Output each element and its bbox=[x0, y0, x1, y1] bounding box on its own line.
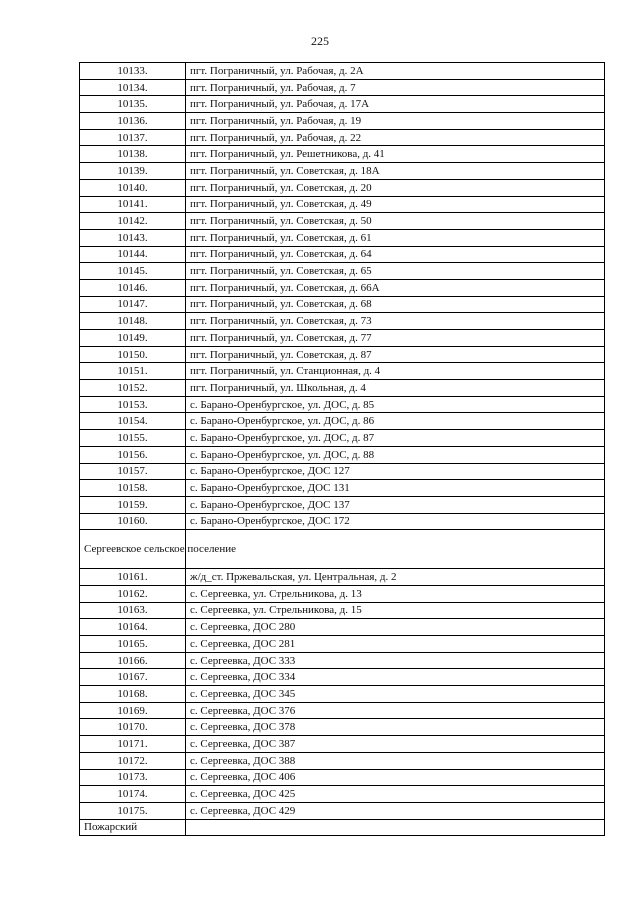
table-row bbox=[80, 146, 605, 163]
table-row bbox=[80, 652, 605, 669]
row-number: 10141. bbox=[80, 196, 186, 213]
table-row bbox=[80, 330, 605, 347]
section-title: Пожарский bbox=[80, 819, 186, 835]
row-address: пгт. Пограничный, ул. Рабочая, д. 17А bbox=[186, 96, 605, 113]
table-row bbox=[80, 396, 605, 413]
table-row bbox=[80, 163, 605, 180]
table-row bbox=[80, 702, 605, 719]
row-address: пгт. Пограничный, ул. Советская, д. 66А bbox=[186, 279, 605, 296]
row-address: с. Барано-Оренбургское, ул. ДОС, д. 87 bbox=[186, 430, 605, 447]
row-address: с. Сергеевка, ДОС 333 bbox=[186, 652, 605, 669]
row-number: 10135. bbox=[80, 96, 186, 113]
row-number: 10146. bbox=[80, 279, 186, 296]
table-row bbox=[80, 430, 605, 447]
table-row bbox=[80, 346, 605, 363]
row-address: с. Сергеевка, ДОС 345 bbox=[186, 686, 605, 703]
row-address: пгт. Пограничный, ул. Советская, д. 77 bbox=[186, 330, 605, 347]
table-row bbox=[80, 296, 605, 313]
row-number: 10165. bbox=[80, 636, 186, 653]
table-row bbox=[80, 213, 605, 230]
row-number: 10164. bbox=[80, 619, 186, 636]
row-number: 10139. bbox=[80, 163, 186, 180]
table-row bbox=[80, 602, 605, 619]
row-address: с. Сергеевка, ДОС 376 bbox=[186, 702, 605, 719]
row-number: 10153. bbox=[80, 396, 186, 413]
table-row bbox=[80, 413, 605, 430]
section-title: Сергеевское сельское поселение bbox=[80, 530, 186, 569]
row-number: 10147. bbox=[80, 296, 186, 313]
row-address: с. Барано-Оренбургское, ул. ДОС, д. 88 bbox=[186, 446, 605, 463]
row-number: 10167. bbox=[80, 669, 186, 686]
table-row bbox=[80, 569, 605, 586]
table-row bbox=[80, 63, 605, 80]
row-number: 10171. bbox=[80, 736, 186, 753]
row-address: с. Барано-Оренбургское, ДОС 131 bbox=[186, 480, 605, 497]
row-address: с. Барано-Оренбургское, ул. ДОС, д. 86 bbox=[186, 413, 605, 430]
table-row bbox=[80, 802, 605, 819]
row-number: 10158. bbox=[80, 480, 186, 497]
table-row bbox=[80, 669, 605, 686]
row-address: пгт. Пограничный, ул. Советская, д. 49 bbox=[186, 196, 605, 213]
row-address: пгт. Пограничный, ул. Рабочая, д. 22 bbox=[186, 129, 605, 146]
row-number: 10151. bbox=[80, 363, 186, 380]
table-row bbox=[80, 513, 605, 530]
row-number: 10152. bbox=[80, 380, 186, 397]
row-address: с. Сергеевка, ДОС 406 bbox=[186, 769, 605, 786]
section-empty-cell bbox=[186, 819, 605, 835]
row-number: 10134. bbox=[80, 79, 186, 96]
table-row bbox=[80, 229, 605, 246]
registry-body bbox=[80, 63, 605, 836]
row-address: с. Сергеевка, ДОС 388 bbox=[186, 752, 605, 769]
row-number: 10154. bbox=[80, 413, 186, 430]
row-address: с. Сергеевка, ул. Стрельникова, д. 15 bbox=[186, 602, 605, 619]
row-address: пгт. Пограничный, ул. Советская, д. 68 bbox=[186, 296, 605, 313]
row-number: 10142. bbox=[80, 213, 186, 230]
row-address: пгт. Пограничный, ул. Советская, д. 50 bbox=[186, 213, 605, 230]
row-address: с. Барано-Оренбургское, ДОС 137 bbox=[186, 496, 605, 513]
row-number: 10168. bbox=[80, 686, 186, 703]
row-number: 10160. bbox=[80, 513, 186, 530]
row-number: 10172. bbox=[80, 752, 186, 769]
row-address: пгт. Пограничный, ул. Советская, д. 73 bbox=[186, 313, 605, 330]
row-number: 10155. bbox=[80, 430, 186, 447]
table-row bbox=[80, 686, 605, 703]
table-row bbox=[80, 480, 605, 497]
row-number: 10166. bbox=[80, 652, 186, 669]
table-row bbox=[80, 363, 605, 380]
row-address: ж/д_ст. Пржевальская, ул. Центральная, д. 2 bbox=[186, 569, 605, 586]
row-number: 10148. bbox=[80, 313, 186, 330]
row-address: пгт. Пограничный, ул. Станционная, д. 4 bbox=[186, 363, 605, 380]
table-row bbox=[80, 96, 605, 113]
row-number: 10144. bbox=[80, 246, 186, 263]
row-number: 10156. bbox=[80, 446, 186, 463]
row-address: пгт. Пограничный, ул. Рабочая, д. 19 bbox=[186, 113, 605, 130]
table-row bbox=[80, 129, 605, 146]
row-number: 10159. bbox=[80, 496, 186, 513]
row-address: пгт. Пограничный, ул. Советская, д. 18А bbox=[186, 163, 605, 180]
row-number: 10173. bbox=[80, 769, 186, 786]
table-row bbox=[80, 113, 605, 130]
row-number: 10143. bbox=[80, 229, 186, 246]
table-row bbox=[80, 769, 605, 786]
table-row bbox=[80, 446, 605, 463]
row-address: с. Сергеевка, ДОС 429 bbox=[186, 802, 605, 819]
row-address: пгт. Пограничный, ул. Рабочая, д. 2А bbox=[186, 63, 605, 80]
row-address: с. Сергеевка, ДОС 280 bbox=[186, 619, 605, 636]
table-row bbox=[80, 313, 605, 330]
row-number: 10140. bbox=[80, 179, 186, 196]
table-row bbox=[80, 263, 605, 280]
row-address: с. Барано-Оренбургское, ул. ДОС, д. 85 bbox=[186, 396, 605, 413]
table-row bbox=[80, 585, 605, 602]
row-address: пгт. Пограничный, ул. Советская, д. 61 bbox=[186, 229, 605, 246]
row-address: пгт. Пограничный, ул. Советская, д. 87 bbox=[186, 346, 605, 363]
row-number: 10175. bbox=[80, 802, 186, 819]
row-address: пгт. Пограничный, ул. Советская, д. 65 bbox=[186, 263, 605, 280]
row-number: 10145. bbox=[80, 263, 186, 280]
row-address: с. Сергеевка, ДОС 425 bbox=[186, 786, 605, 803]
row-number: 10162. bbox=[80, 585, 186, 602]
row-address: с. Сергеевка, ДОС 281 bbox=[186, 636, 605, 653]
table-row bbox=[80, 463, 605, 480]
section-header-row bbox=[80, 819, 605, 835]
row-address: с. Барано-Оренбургское, ДОС 127 bbox=[186, 463, 605, 480]
row-number: 10169. bbox=[80, 702, 186, 719]
row-address: пгт. Пограничный, ул. Школьная, д. 4 bbox=[186, 380, 605, 397]
table-row bbox=[80, 752, 605, 769]
row-number: 10149. bbox=[80, 330, 186, 347]
row-number: 10133. bbox=[80, 63, 186, 80]
page-number: 225 bbox=[311, 34, 329, 48]
section-header-row bbox=[80, 530, 605, 569]
section-empty-cell bbox=[186, 530, 605, 569]
row-address: пгт. Пограничный, ул. Рабочая, д. 7 bbox=[186, 79, 605, 96]
table-row bbox=[80, 496, 605, 513]
row-address: с. Сергеевка, ДОС 378 bbox=[186, 719, 605, 736]
row-address: пгт. Пограничный, ул. Советская, д. 20 bbox=[186, 179, 605, 196]
row-number: 10138. bbox=[80, 146, 186, 163]
row-address: с. Сергеевка, ДОС 387 bbox=[186, 736, 605, 753]
row-address: пгт. Пограничный, ул. Решетникова, д. 41 bbox=[186, 146, 605, 163]
table-row bbox=[80, 380, 605, 397]
table-row bbox=[80, 719, 605, 736]
table-row bbox=[80, 79, 605, 96]
row-number: 10157. bbox=[80, 463, 186, 480]
table-row bbox=[80, 786, 605, 803]
row-number: 10137. bbox=[80, 129, 186, 146]
row-number: 10174. bbox=[80, 786, 186, 803]
table-row bbox=[80, 196, 605, 213]
row-address: с. Сергеевка, ул. Стрельникова, д. 13 bbox=[186, 585, 605, 602]
row-number: 10163. bbox=[80, 602, 186, 619]
row-address: с. Барано-Оренбургское, ДОС 172 bbox=[186, 513, 605, 530]
table-row bbox=[80, 179, 605, 196]
table-row bbox=[80, 636, 605, 653]
row-number: 10161. bbox=[80, 569, 186, 586]
row-address: пгт. Пограничный, ул. Советская, д. 64 bbox=[186, 246, 605, 263]
row-address: с. Сергеевка, ДОС 334 bbox=[186, 669, 605, 686]
table-row bbox=[80, 246, 605, 263]
table-row bbox=[80, 736, 605, 753]
table-row bbox=[80, 279, 605, 296]
row-number: 10170. bbox=[80, 719, 186, 736]
table-row bbox=[80, 619, 605, 636]
address-registry-table bbox=[79, 62, 605, 836]
row-number: 10150. bbox=[80, 346, 186, 363]
row-number: 10136. bbox=[80, 113, 186, 130]
